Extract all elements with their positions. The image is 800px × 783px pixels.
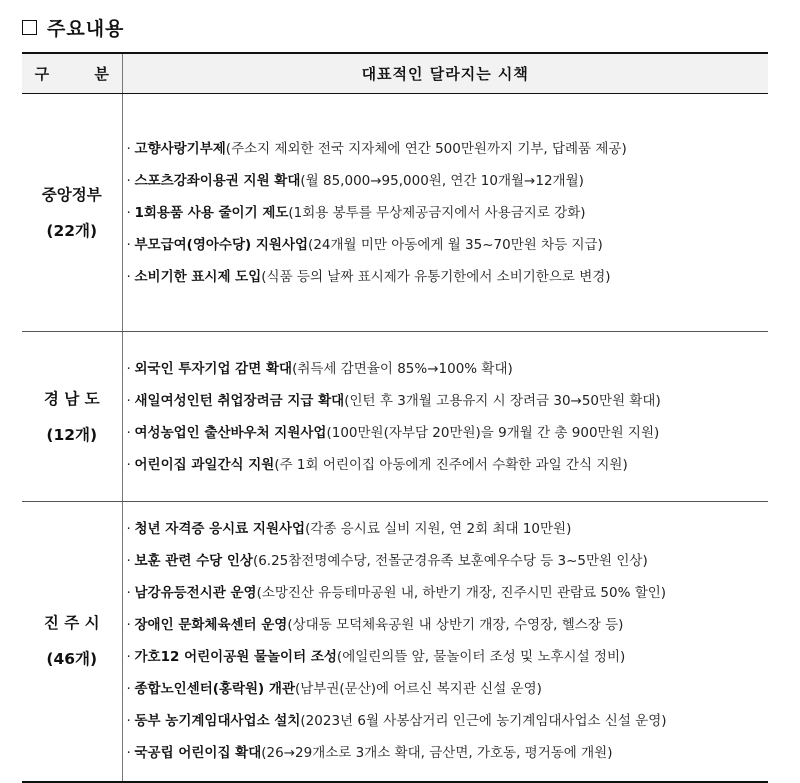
list-item: · 소비기한 표시제 도입(식품 등의 날짜 표시제가 유통기한에서 소비기한으로 변경): [126, 268, 611, 285]
square-bullet-icon: [22, 20, 37, 35]
section-heading-text: 주요내용: [47, 18, 125, 40]
group-central-government: [22, 94, 768, 332]
list-item: · 어린이집 과일간식 지원(주 1회 어린이집 아동에게 진주에서 수확한 과일 간식 지원): [126, 456, 628, 473]
group-gyeongnam: [22, 332, 768, 502]
group-count: (12개): [46, 425, 98, 444]
list-item: · 고향사랑기부제(주소지 제외한 전국 지자체에 연간 500만원까지 기부, 답례품 제공): [126, 140, 627, 157]
policy-table: [22, 52, 768, 783]
group-count: (22개): [46, 221, 98, 240]
table-header-row: [22, 53, 768, 94]
group-name: 진 주 시: [43, 614, 100, 633]
group-count: (46개): [46, 650, 98, 669]
policy-list: [123, 353, 769, 481]
list-item: · 1회용품 사용 줄이기 제도(1회용 봉투를 무상제공금지에서 사용금지로 강화): [126, 204, 586, 221]
policy-list: [123, 513, 769, 769]
list-item: · 국공립 어린이집 확대(26→29개소로 3개소 확대, 금산면, 가호동, 평거동에 개원): [126, 745, 613, 762]
group-name: 중앙정부: [41, 185, 102, 204]
list-item: · 청년 자격증 응시료 지원사업(각종 응시료 실비 지원, 연 2회 최대 10만원): [126, 521, 572, 538]
list-item: · 부모급여(영아수당) 지원사업(24개월 미만 아동에게 월 35~70만원 차등 지급): [126, 236, 603, 253]
list-item: · 종합노인센터(홍락원) 개관(남부권(문산)에 어르신 복지관 신설 운영): [126, 681, 542, 698]
group-items-cell: [122, 502, 768, 782]
group-category-cell: [22, 332, 122, 502]
list-item: · 장애인 문화체육센터 운영(상대동 모덕체육공원 내 상반기 개장, 수영장, 헬스장 등): [126, 617, 624, 634]
header-policies: 대표적인 달라지는 시책: [122, 53, 768, 94]
group-name: 경 남 도: [43, 389, 100, 408]
group-items-cell: [122, 332, 768, 502]
list-item: · 남강유등전시관 운영(소망진산 유등테마공원 내, 하반기 개장, 진주시민 관람료 50% 할인): [126, 585, 667, 602]
group-category-cell: [22, 94, 122, 332]
group-jinju-city: [22, 502, 768, 782]
list-item: · 동부 농기계임대사업소 설치(2023년 6월 사봉삼거리 인근에 농기계임대사업소 신설 운영): [126, 713, 667, 730]
list-item: · 가호12 어린이공원 물놀이터 조성(에일린의뜰 앞, 물놀이터 조성 및 노후시설 정비): [126, 649, 626, 666]
list-item: · 여성농업인 출산바우처 지원사업(100만원(자부담 20만원)을 9개월 간 총 900만원 지원): [126, 424, 660, 441]
list-item: · 새일여성인턴 취업장려금 지급 확대(인턴 후 3개월 고용유지 시 장려금 30→50만원 확대): [126, 392, 661, 409]
header-category: 구 분: [22, 53, 122, 94]
list-item: · 외국인 투자기업 감면 확대(취득세 감면율이 85%→100% 확대): [126, 360, 513, 377]
policy-list: [123, 133, 769, 293]
section-heading: [22, 14, 124, 41]
group-items-cell: [122, 94, 768, 332]
list-item: · 보훈 관련 수당 인상(6.25참전명예수당, 전몰군경유족 보훈예우수당 등 3~5만원 인상): [126, 553, 648, 570]
group-category-cell: [22, 502, 122, 782]
list-item: · 스포츠강좌이용권 지원 확대(월 85,000→95,000원, 연간 10개월→12개월): [126, 172, 584, 189]
